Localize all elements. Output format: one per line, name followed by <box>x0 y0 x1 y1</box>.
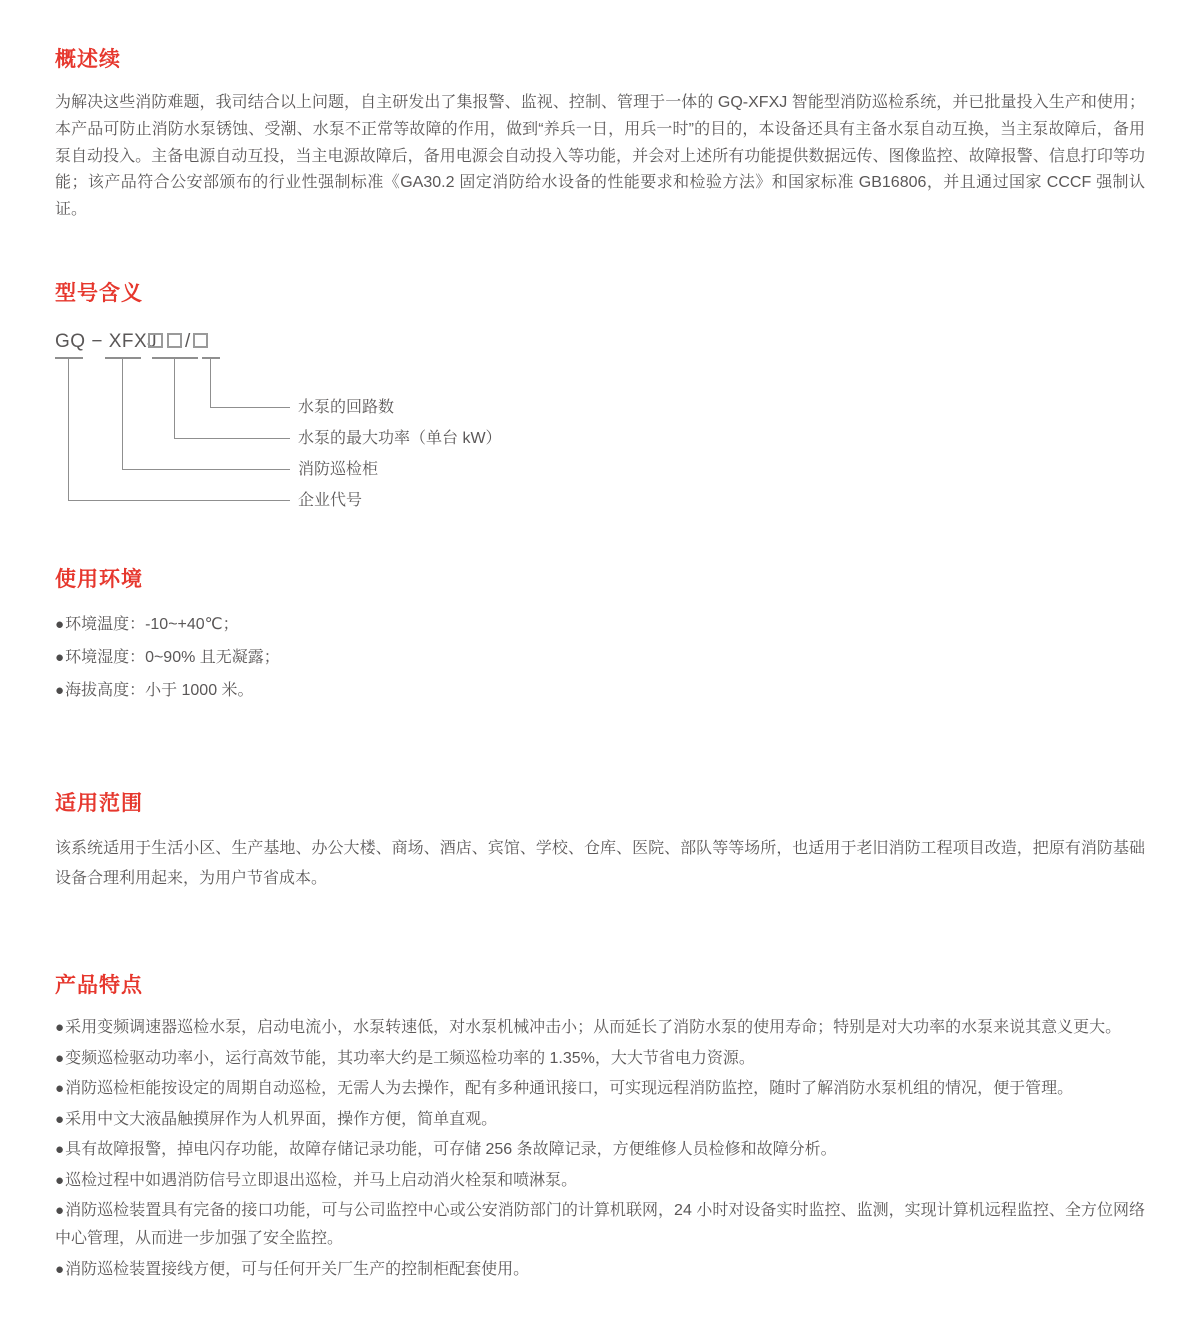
model-code-diagram <box>55 331 1145 516</box>
feature-item: 采用中文大液晶触摸屏作为人机界面，操作方便，简单直观。 <box>65 1110 498 1128</box>
model-connector-line <box>68 358 69 500</box>
bullet-icon: ● <box>55 1202 65 1219</box>
features-heading: 产品特点 <box>55 974 143 997</box>
model-label-company-code: 企业代号 <box>298 492 363 509</box>
bullet-icon: ● <box>55 1260 65 1278</box>
model-underline <box>202 357 220 359</box>
feature-item: 消防巡检装置具有完备的接口功能，可与公司监控中心或公安消防部门的计算机联网，24 小时对设备实时监控、监测，实现计算机远程监控、全方位网络中心管理，从而进一步加强了安全监控。 <box>55 1202 1146 1247</box>
feature-item: 消防巡检装置接线方便，可与任何开关厂生产的控制柜配套使用。 <box>65 1260 530 1278</box>
model-placeholder-box <box>148 333 163 348</box>
bullet-icon: ● <box>55 1171 65 1189</box>
section-features <box>55 974 1145 1286</box>
model-connector-line <box>174 358 175 438</box>
model-connector-line <box>174 438 290 439</box>
feature-item: 变频巡检驱动功率小，运行高效节能，其功率大约是工频巡检功率的 1.35%，大大节省电力资源。 <box>65 1049 755 1067</box>
bullet-icon: ● <box>55 1019 65 1036</box>
list-item <box>55 641 1145 674</box>
model-underline <box>105 357 141 359</box>
feature-item: 具有故障报警，掉电闪存功能，故障存储记录功能，可存储 256 条故障记录，方便维修人员检修和故障分析。 <box>65 1141 837 1158</box>
bullet-icon: ● <box>55 1080 65 1097</box>
list-item <box>55 674 1145 707</box>
bullet-icon: ● <box>55 649 65 666</box>
list-item <box>55 1106 1145 1134</box>
model-connector-line <box>210 358 211 407</box>
bullet-icon: ● <box>55 682 65 699</box>
bullet-icon: ● <box>55 1141 65 1158</box>
feature-item: 消防巡检柜能按设定的周期自动巡检，无需人为去操作，配有多种通讯接口，可实现远程消防监控，随时了解消防水泵机组的情况，便于管理。 <box>65 1080 1074 1097</box>
environment-item-altitude: 海拔高度：小于 1000 米。 <box>65 682 254 699</box>
overview-paragraph: 为解决这些消防难题，我司结合以上问题，自主研发出了集报警、监视、控制、管理于一体的 GQ-XFXJ 智能型消防巡检系统，并已批量投入生产和使用；本产品可防止消防水泵锈蚀、受潮、水泵不正常等故障的作用，做到“养兵一日，用兵一时”的目的，本设备还具有主备水泵自动互换，当主泵故障后，备用泵自动投入。主备电源自动互投，当主电源故障后，备用电源会自动投入等功能，并会对上述所有功能提供数据远传、图像监控、故障报警、信息打印等功能；该产品符合公安部颁布的行业性强制标准《GA30.2 固定消防给水设备的性能要求和检验方法》和国家标准 GB16806，并且通过国家 CCCF 强制认证。 <box>55 94 1145 219</box>
bullet-icon: ● <box>55 1110 65 1128</box>
section-model-meaning <box>55 282 1145 516</box>
model-connector-line <box>68 500 290 501</box>
overview-heading: 概述续 <box>55 48 121 71</box>
bullet-icon: ● <box>55 616 65 633</box>
model-code-row <box>55 331 210 353</box>
model-placeholder-box <box>167 333 182 348</box>
list-item <box>55 1197 1145 1253</box>
list-item <box>55 1014 1145 1042</box>
list-item <box>55 1167 1145 1195</box>
section-scope <box>55 792 1145 893</box>
list-item <box>55 608 1145 641</box>
model-underline <box>152 357 198 359</box>
list-item <box>55 1136 1145 1164</box>
section-overview <box>55 48 1145 224</box>
model-connector-line <box>210 407 290 408</box>
list-item <box>55 1045 1145 1073</box>
environment-item-temperature: 环境温度：-10~+40℃； <box>65 616 239 633</box>
model-slash: / <box>185 331 191 352</box>
model-placeholder-box <box>193 333 208 348</box>
scope-heading: 适用范围 <box>55 792 143 815</box>
model-label-loop-count: 水泵的回路数 <box>298 399 395 416</box>
environment-list <box>55 608 1145 707</box>
model-connector-line <box>122 469 290 470</box>
model-code-text: GQ − XFXJ <box>55 331 158 352</box>
feature-item: 采用变频调速器巡检水泵，启动电流小，水泵转速低，对水泵机械冲击小；从而延长了消防水泵的使用寿命；特别是对大功率的水泵来说其意义更大。 <box>65 1019 1122 1036</box>
model-underline <box>55 357 83 359</box>
feature-item: 巡检过程中如遇消防信号立即退出巡检，并马上启动消火栓泵和喷淋泵。 <box>65 1171 578 1189</box>
bullet-icon: ● <box>55 1049 65 1067</box>
model-label-cabinet: 消防巡检柜 <box>298 461 379 478</box>
environment-item-humidity: 环境湿度：0~90% 且无凝露； <box>65 649 280 666</box>
environment-heading: 使用环境 <box>55 568 143 591</box>
model-connector-line <box>122 358 123 469</box>
list-item <box>55 1256 1145 1284</box>
scope-paragraph: 该系统适用于生活小区、生产基地、办公大楼、商场、酒店、宾馆、学校、仓库、医院、部队等等场所，也适用于老旧消防工程项目改造，把原有消防基础设备合理利用起来，为用户节省成本。 <box>55 840 1145 887</box>
section-environment <box>55 568 1145 707</box>
list-item <box>55 1075 1145 1103</box>
model-heading: 型号含义 <box>55 282 143 305</box>
model-label-max-power: 水泵的最大功率（单台 kW） <box>298 430 502 447</box>
features-list <box>55 1014 1145 1284</box>
